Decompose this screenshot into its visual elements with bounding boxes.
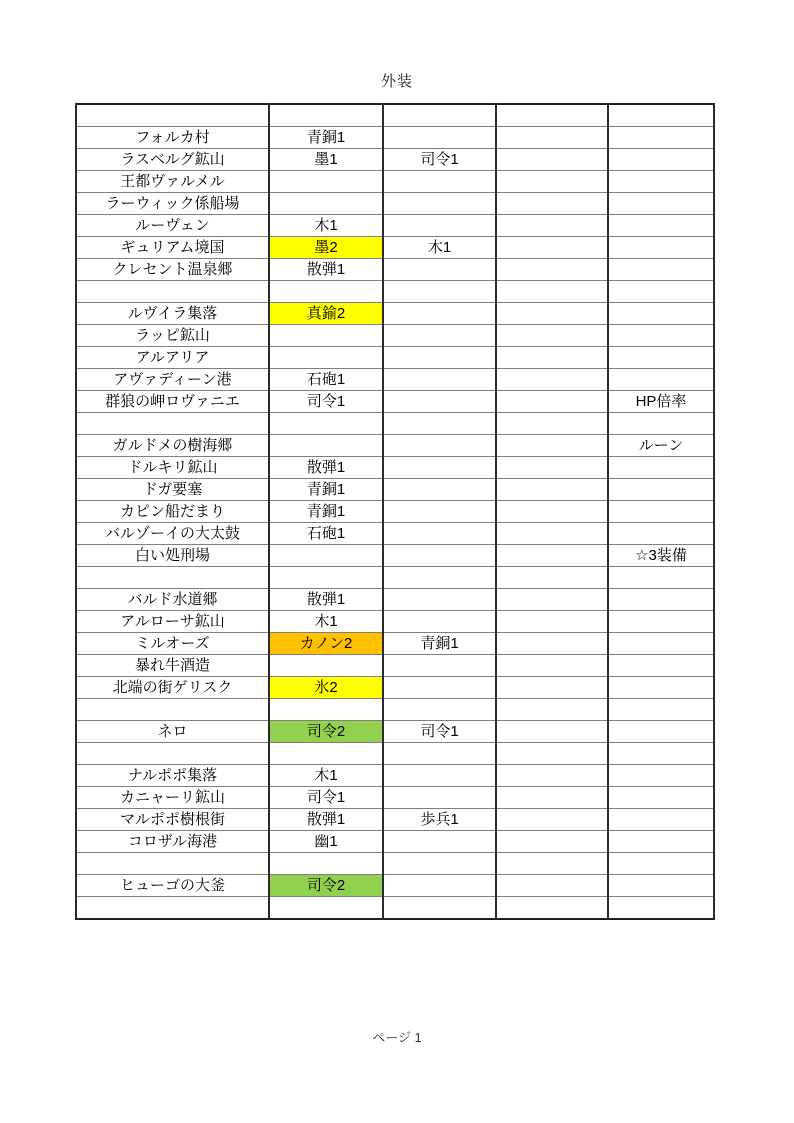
value-cell [496,104,608,127]
value-cell [383,699,496,721]
value-cell [608,104,714,127]
value-cell: 青銅1 [269,479,383,501]
value-cell [496,831,608,853]
value-cell [383,435,496,457]
value-cell [383,303,496,325]
value-cell [608,611,714,633]
table-row [76,501,714,523]
table-row [76,655,714,677]
value-cell: 司令1 [269,787,383,809]
value-cell [383,589,496,611]
value-cell [383,545,496,567]
value-cell [383,457,496,479]
value-cell: ルーン [608,435,714,457]
value-cell [383,259,496,281]
value-cell [496,677,608,699]
page-number-footer: ページ 1 [372,1030,422,1045]
value-cell [608,853,714,875]
value-cell: 石砲1 [269,369,383,391]
value-cell [496,171,608,193]
table-row [76,611,714,633]
value-cell [383,325,496,347]
value-cell: 司令1 [269,391,383,413]
value-cell [608,875,714,897]
value-cell: 石砲1 [269,523,383,545]
value-cell [383,611,496,633]
value-cell [269,567,383,589]
value-cell: 司令2 [269,721,383,743]
location-cell: ラッピ鉱山 [76,325,269,347]
location-cell [76,699,269,721]
value-cell [496,567,608,589]
value-cell [496,281,608,303]
table-row [76,391,714,413]
value-cell [608,281,714,303]
value-cell [608,523,714,545]
value-cell [496,699,608,721]
location-cell: ラーウィック係船場 [76,193,269,215]
value-cell [496,501,608,523]
value-cell [383,853,496,875]
value-cell [496,809,608,831]
location-cell: ルーヴェン [76,215,269,237]
table-row [76,457,714,479]
value-cell [383,655,496,677]
location-cell: マルポポ樹根街 [76,809,269,831]
value-cell [383,523,496,545]
value-cell: 木1 [269,765,383,787]
location-cell: クレセント温泉郷 [76,259,269,281]
value-cell [608,127,714,149]
table-row [76,699,714,721]
table-row [76,831,714,853]
table-row [76,127,714,149]
location-cell: ドルキリ鉱山 [76,457,269,479]
value-cell [496,523,608,545]
value-cell [383,743,496,765]
value-cell [608,655,714,677]
value-cell [496,325,608,347]
location-cell: バルゾーイの大太鼓 [76,523,269,545]
location-cell: 王都ヴァルメル [76,171,269,193]
value-cell [383,369,496,391]
value-cell [496,787,608,809]
location-cell: バルド水道郷 [76,589,269,611]
value-cell [496,347,608,369]
value-cell [383,831,496,853]
value-cell [496,897,608,920]
value-cell [269,193,383,215]
value-cell: 幽1 [269,831,383,853]
value-cell: 散弾1 [269,259,383,281]
table-row [76,677,714,699]
value-cell [496,369,608,391]
value-cell [608,721,714,743]
location-cell [76,853,269,875]
location-cell: ギュリアム境国 [76,237,269,259]
table-row [76,215,714,237]
table-row [76,303,714,325]
value-cell: 木1 [383,237,496,259]
value-cell: 散弾1 [269,457,383,479]
table-row [76,523,714,545]
table-row [76,171,714,193]
value-cell [383,501,496,523]
value-cell [496,721,608,743]
value-cell [496,457,608,479]
location-cell: ラスベルグ鉱山 [76,149,269,171]
value-cell [269,325,383,347]
value-cell [608,699,714,721]
value-cell [496,853,608,875]
value-cell [608,259,714,281]
value-cell: 散弾1 [269,809,383,831]
table-row [76,435,714,457]
location-cell: アルアリア [76,347,269,369]
value-cell [269,699,383,721]
location-cell [76,281,269,303]
table-row [76,149,714,171]
value-cell [383,567,496,589]
value-cell [269,347,383,369]
table-row [76,875,714,897]
value-cell [608,215,714,237]
table-row [76,479,714,501]
value-cell: 木1 [269,215,383,237]
value-cell: 歩兵1 [383,809,496,831]
value-cell [383,413,496,435]
value-cell [496,655,608,677]
value-cell [383,479,496,501]
value-cell: 墨2 [269,237,383,259]
value-cell [269,545,383,567]
value-cell [608,171,714,193]
location-cell: コロザル海港 [76,831,269,853]
value-cell [608,633,714,655]
value-cell: ☆3装備 [608,545,714,567]
value-cell [496,479,608,501]
table-row [76,347,714,369]
table-row [76,545,714,567]
location-cell: 群狼の岬ロヴァニエ [76,391,269,413]
value-cell [608,303,714,325]
value-cell [496,633,608,655]
value-cell [496,127,608,149]
value-cell [269,655,383,677]
value-cell [383,347,496,369]
location-cell: ガルドメの樹海郷 [76,435,269,457]
value-cell [608,677,714,699]
value-cell [383,677,496,699]
value-cell [496,875,608,897]
value-cell: 木1 [269,611,383,633]
value-cell [269,743,383,765]
value-cell [496,413,608,435]
value-cell [383,391,496,413]
value-cell [383,897,496,920]
value-cell: 司令1 [383,149,496,171]
value-cell [608,479,714,501]
value-cell [269,413,383,435]
value-cell [383,104,496,127]
value-cell [608,897,714,920]
value-cell [608,567,714,589]
location-cell: ヒューゴの大釜 [76,875,269,897]
location-cell [76,104,269,127]
value-cell [496,193,608,215]
location-cell: 白い処刑場 [76,545,269,567]
location-cell: 暴れ牛酒造 [76,655,269,677]
value-cell [496,545,608,567]
location-cell: カピン船だまり [76,501,269,523]
value-cell [608,743,714,765]
value-cell: 氷2 [269,677,383,699]
value-cell: 青銅1 [269,501,383,523]
table-row [76,567,714,589]
value-cell [496,589,608,611]
value-cell: 散弾1 [269,589,383,611]
table-row [76,369,714,391]
value-cell [608,149,714,171]
value-cell: 司令2 [269,875,383,897]
location-cell: アルローサ鉱山 [76,611,269,633]
value-cell [496,237,608,259]
location-cell [76,743,269,765]
value-cell [496,149,608,171]
table-row [76,193,714,215]
value-cell: HP倍率 [608,391,714,413]
value-cell [269,171,383,193]
value-cell [383,193,496,215]
location-cell: 北端の街ゲリスク [76,677,269,699]
value-cell: 墨1 [269,149,383,171]
value-cell [608,413,714,435]
location-cell: ネロ [76,721,269,743]
value-cell [383,171,496,193]
table-row [76,281,714,303]
value-cell [608,787,714,809]
value-cell [608,501,714,523]
sheet-title: 外装 [380,73,413,90]
location-cell: ナルポポ集落 [76,765,269,787]
value-cell: カノン2 [269,633,383,655]
table-row [76,721,714,743]
table-row [76,259,714,281]
value-cell [269,897,383,920]
value-cell [383,215,496,237]
table-row [76,897,714,920]
value-cell [269,435,383,457]
value-cell: 青銅1 [269,127,383,149]
table-row [76,237,714,259]
location-cell [76,413,269,435]
equipment-table-body [76,104,714,919]
location-cell: ミルオーズ [76,633,269,655]
value-cell [269,104,383,127]
location-cell: ドガ要塞 [76,479,269,501]
value-cell [608,765,714,787]
location-cell [76,567,269,589]
value-cell [269,281,383,303]
value-cell [383,281,496,303]
location-cell: フォルカ村 [76,127,269,149]
value-cell [383,875,496,897]
value-cell [496,215,608,237]
value-cell: 真鍮2 [269,303,383,325]
equipment-table [75,103,715,920]
table-row [76,413,714,435]
table-row [76,589,714,611]
value-cell [608,589,714,611]
value-cell [383,765,496,787]
value-cell [608,809,714,831]
value-cell [608,237,714,259]
value-cell [608,347,714,369]
table-row [76,325,714,347]
value-cell [496,765,608,787]
table-row [76,633,714,655]
location-cell [76,897,269,920]
value-cell [496,743,608,765]
table-row [76,743,714,765]
value-cell [496,259,608,281]
value-cell [608,193,714,215]
value-cell [496,391,608,413]
value-cell [496,303,608,325]
location-cell: アヴァディーン港 [76,369,269,391]
value-cell: 青銅1 [383,633,496,655]
value-cell [608,457,714,479]
value-cell [608,369,714,391]
table-row [76,809,714,831]
location-cell: ルヴイラ集落 [76,303,269,325]
table-row [76,787,714,809]
value-cell [269,853,383,875]
value-cell: 司令1 [383,721,496,743]
table-row [76,765,714,787]
value-cell [496,611,608,633]
value-cell [608,831,714,853]
value-cell [383,787,496,809]
value-cell [383,127,496,149]
table-row [76,853,714,875]
location-cell: カニャーリ鉱山 [76,787,269,809]
value-cell [496,435,608,457]
value-cell [608,325,714,347]
table-row [76,104,714,127]
